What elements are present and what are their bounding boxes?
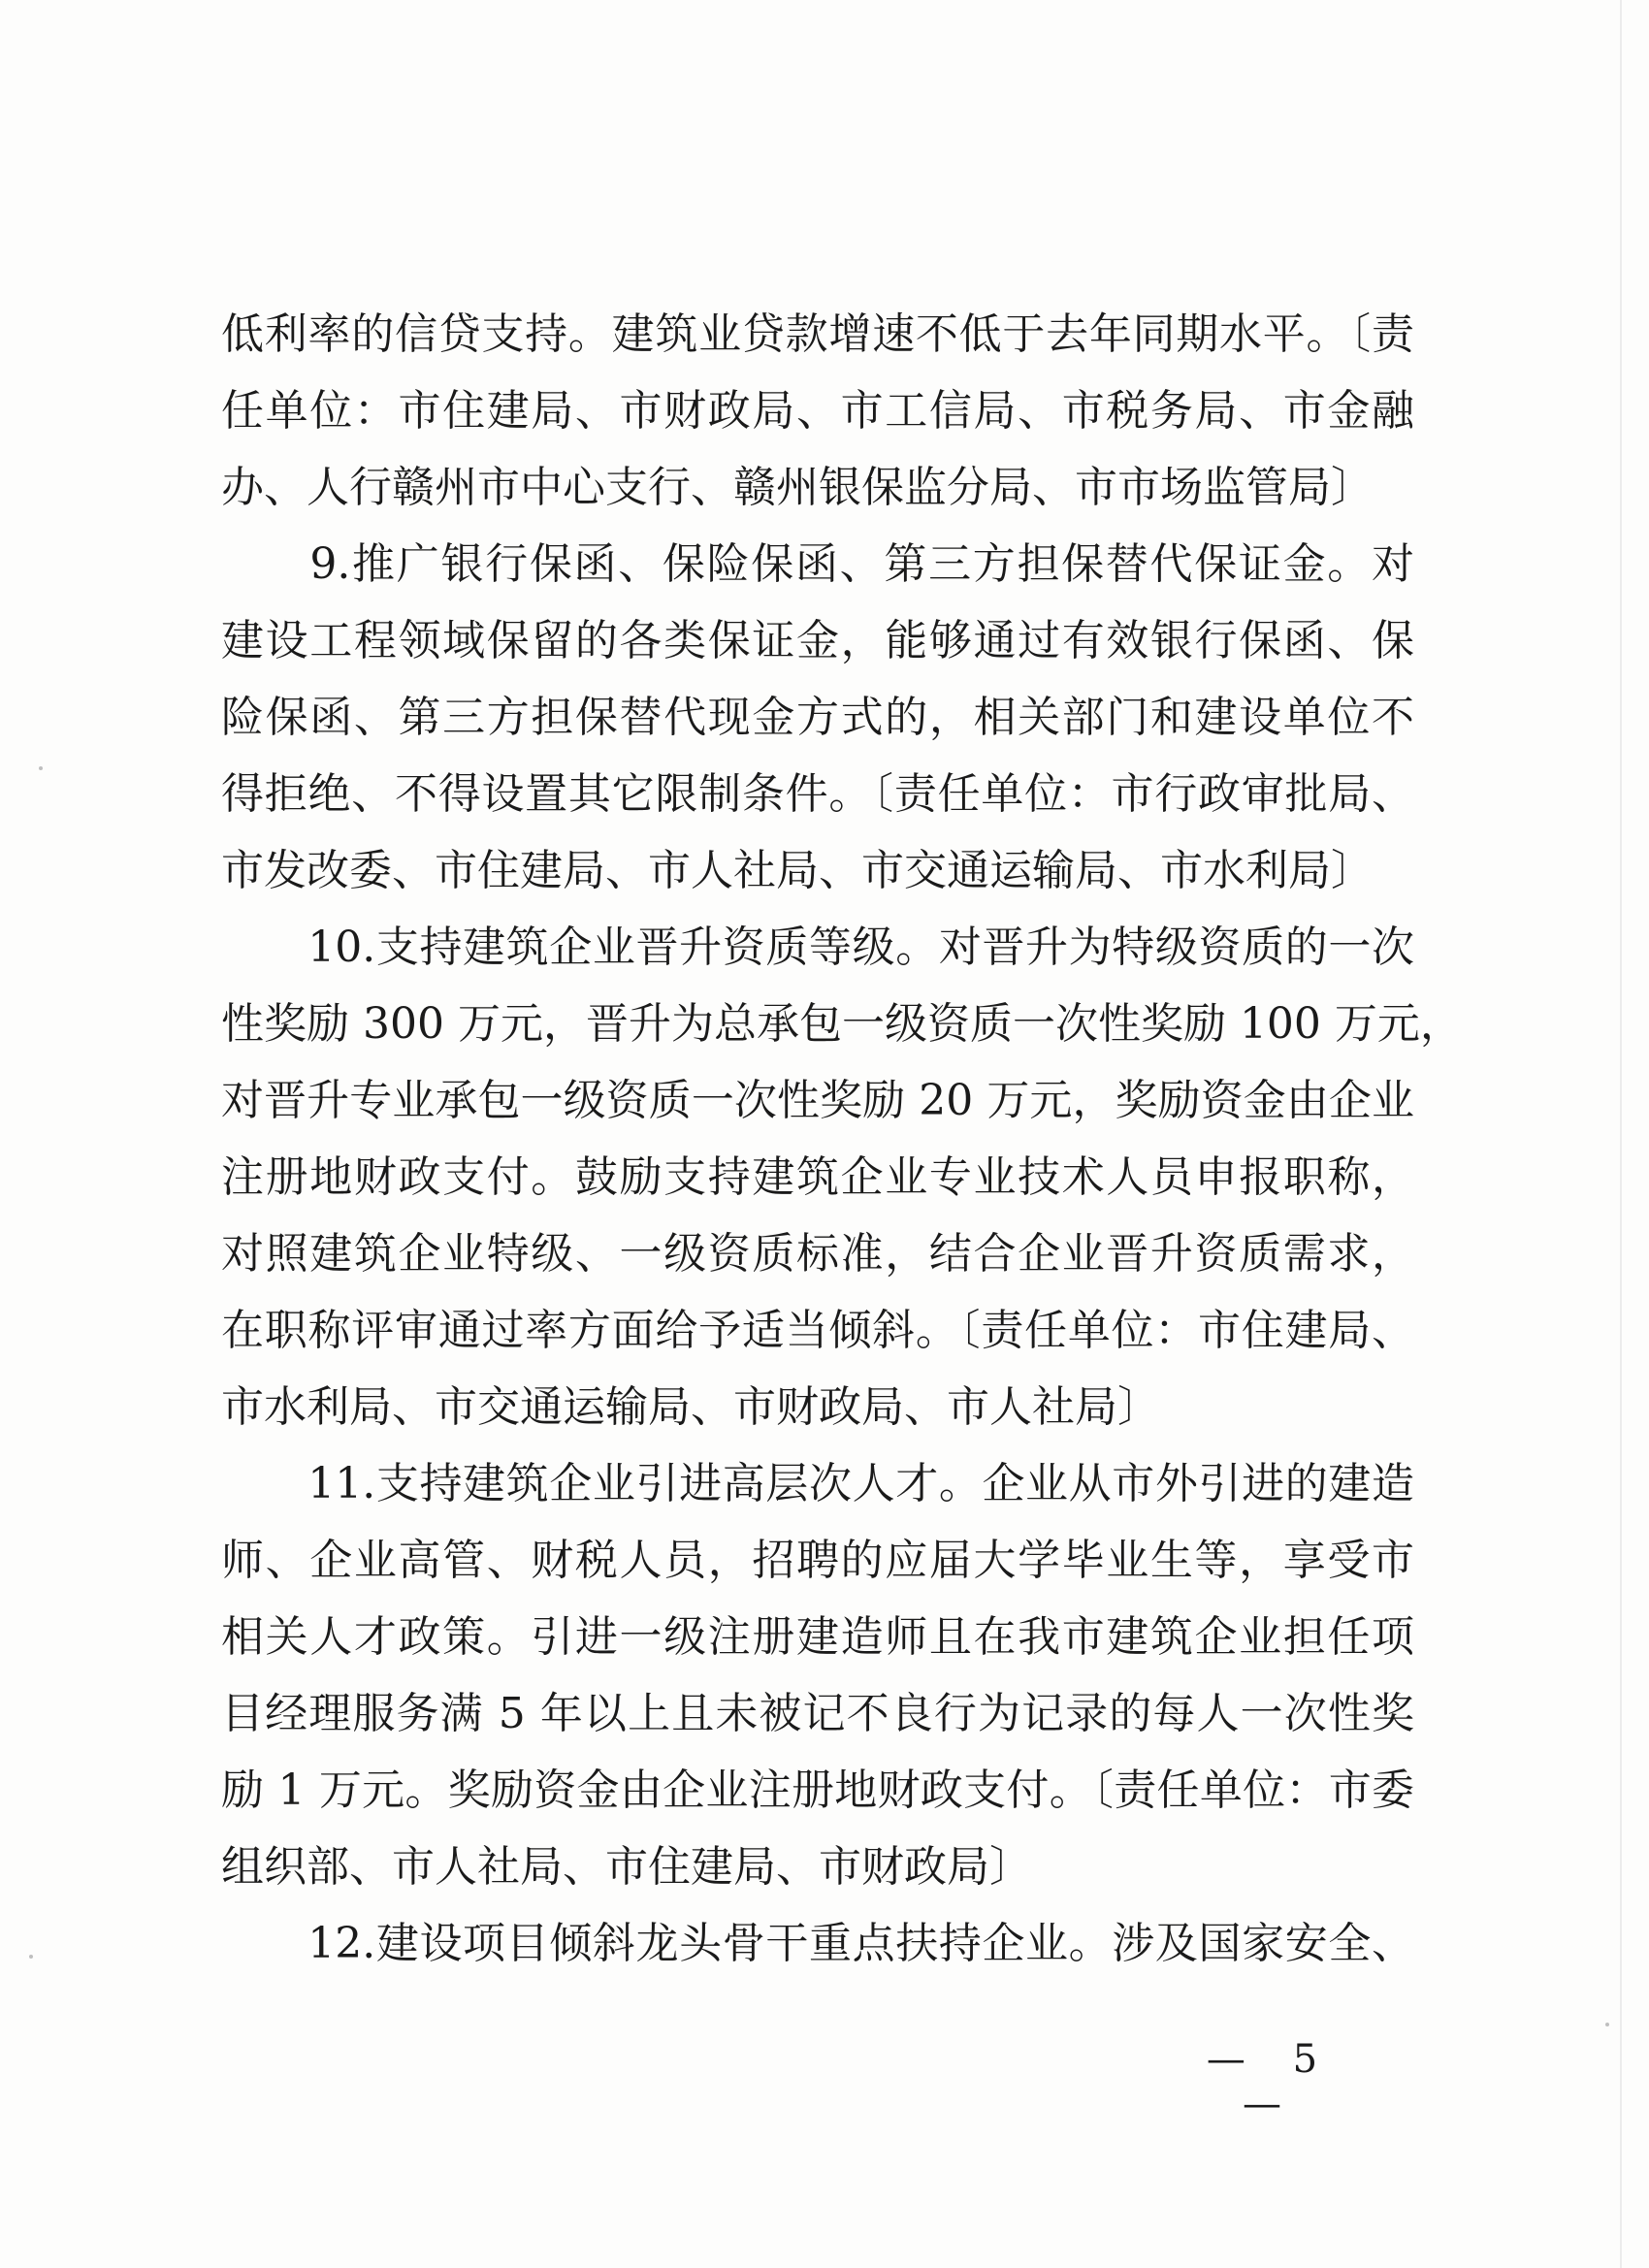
text-line: 师、企业高管、财税人员，招聘的应届大学毕业生等，享受市: [221, 1536, 1414, 1585]
text-line: 险保函、第三方担保替代现金方式的，相关部门和建设单位不: [221, 693, 1414, 742]
text-line: 10.支持建筑企业晋升资质等级。对晋升为特级资质的一次: [221, 923, 1414, 972]
text-line: 办、人行赣州市中心支行、赣州银保监分局、市市场监管局〕: [221, 463, 1374, 512]
scan-speck: [29, 1955, 33, 1959]
text-line: 相关人才政策。引进一级注册建造师且在我市建筑企业担任项: [221, 1612, 1414, 1662]
text-line: 在职称评审通过率方面给予适当倾斜。〔责任单位：市住建局、: [221, 1306, 1414, 1355]
text-line: 对晋升专业承包一级资质一次性奖励 20 万元，奖励资金由企业: [221, 1076, 1414, 1125]
text-line: 注册地财政支付。鼓励支持建筑企业专业技术人员申报职称，: [221, 1152, 1414, 1202]
text-line: 组织部、市人社局、市住建局、市财政局〕: [221, 1842, 1032, 1892]
scan-speck: [39, 766, 43, 770]
body-text: [221, 296, 1463, 1982]
page-number: — 5 —: [1206, 2037, 1336, 2126]
text-line: 目经理服务满 5 年以上且未被记不良行为记录的每人一次性奖: [221, 1689, 1414, 1738]
text-line: 市水利局、市交通运输局、市财政局、市人社局〕: [221, 1382, 1160, 1432]
text-line: 市发改委、市住建局、市人社局、市交通运输局、市水利局〕: [221, 846, 1374, 895]
text-line: 对照建筑企业特级、一级资质标准，结合企业晋升资质需求，: [221, 1229, 1414, 1279]
text-line: 12.建设项目倾斜龙头骨干重点扶持企业。涉及国家安全、: [221, 1919, 1414, 1968]
text-line: 建设工程领域保留的各类保证金，能够通过有效银行保函、保: [221, 616, 1414, 665]
text-line: 得拒绝、不得设置其它限制条件。〔责任单位：市行政审批局、: [221, 769, 1414, 819]
scan-edge: [1620, 0, 1622, 2268]
scan-speck: [1605, 2023, 1609, 2026]
text-line: 励 1 万元。奖励资金由企业注册地财政支付。〔责任单位：市委: [221, 1766, 1414, 1815]
text-line: 11.支持建筑企业引进高层次人才。企业从市外引进的建造: [221, 1459, 1414, 1508]
text-line: 性奖励 300 万元，晋升为总承包一级资质一次性奖励 100 万元，: [221, 999, 1463, 1049]
text-line: 9.推广银行保函、保险保函、第三方担保替代保证金。对: [221, 539, 1414, 589]
text-line: 低利率的信贷支持。建筑业贷款增速不低于去年同期水平。〔责: [221, 309, 1414, 359]
text-line: 任单位：市住建局、市财政局、市工信局、市税务局、市金融: [221, 386, 1414, 436]
